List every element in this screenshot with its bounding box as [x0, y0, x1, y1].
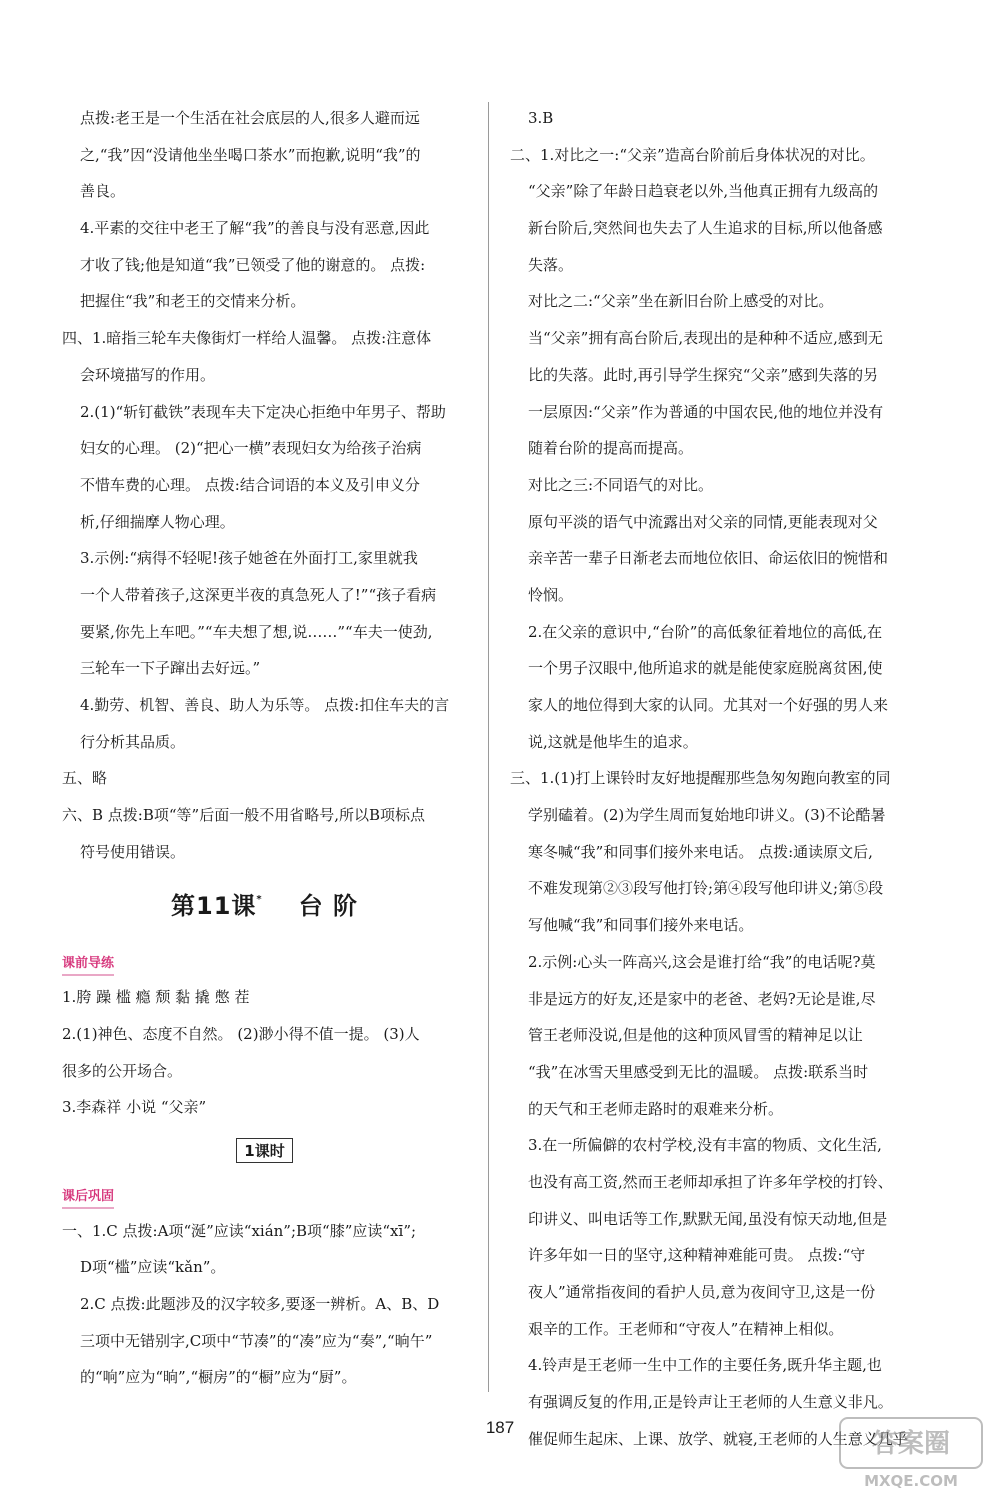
right-column	[510, 100, 915, 1457]
text-line: 2.(1)“斩钉截铁”表现车夫下定决心拒绝中年男子、帮助	[80, 402, 446, 421]
text-line: 失落。	[528, 255, 574, 274]
text-line: 对比之三:不同语气的对比。	[528, 475, 714, 494]
text-line: 二、1.对比之一:“父亲”造高台阶前后身体状况的对比。	[510, 145, 875, 164]
text-line: 艰辛的工作。王老师和“守夜人”在精神上相似。	[528, 1319, 844, 1338]
lesson-title	[62, 876, 467, 936]
text-line: 析,仔细揣摩人物心理。	[80, 512, 235, 531]
text-line: 许多年如一日的坚守,这种精神难能可贵。 点拨:“守	[528, 1246, 866, 1265]
text-line: 非是远方的好友,还是家中的老爸、老妈?无论是谁,尽	[528, 989, 876, 1008]
text-line: 妇女的心理。 (2)“把心一横”表现妇女为给孩子治病	[80, 439, 422, 458]
text-line: 3.B	[528, 109, 554, 127]
text-line: 怜悯。	[528, 585, 574, 604]
period-label: 1课时	[236, 1138, 292, 1163]
left-answer-block-1	[62, 100, 467, 870]
watermark-logo	[836, 1414, 986, 1494]
text-line: 亲辛苦一辈子日渐老去而地位依旧、命运依旧的惋惜和	[528, 549, 889, 568]
lesson-star: *	[256, 894, 263, 906]
text-line: 善良。	[80, 182, 126, 201]
text-line: 学别磕着。(2)为学生周而复始地印讲义。(3)不论酷暑	[528, 806, 886, 825]
text-line: 会环境描写的作用。	[80, 365, 216, 384]
text-line: 夜人”通常指夜间的看护人员,意为夜间守卫,这是一份	[528, 1283, 876, 1301]
left-answer-block-2	[62, 979, 467, 1126]
text-line: 催促师生起床、上课、放学、就寝,王老师的人生意义几乎	[528, 1429, 908, 1448]
text-line: 一个男子汉眼中,他所追求的就是能使家庭脱离贫困,使	[528, 659, 883, 678]
text-line: “我”在冰雪天里感受到无比的温暖。 点拨:联系当时	[528, 1062, 869, 1081]
text-line: 六、B 点拨:B项“等”后面一般不用省略号,所以B项标点	[62, 806, 425, 825]
watermark-graphic	[836, 1414, 986, 1494]
text-line: 家人的地位得到大家的认同。尤其对一个好强的男人来	[528, 696, 889, 714]
text-line: 的天气和王老师走路时的艰难来分析。	[528, 1099, 784, 1118]
lesson-number: 第11课	[171, 892, 257, 921]
text-line: 三项中无错别字,C项中“节凑”的“凑”应为“奏”,“晌午”	[80, 1331, 433, 1350]
text-line: 才收了钱;他是知道“我”已领受了他的谢意的。 点拨:	[80, 255, 426, 274]
text-line: 随着台阶的提高而提高。	[528, 439, 694, 458]
text-line: 新台阶后,突然间也失去了人生追求的目标,所以他备感	[528, 219, 883, 238]
text-line: 寒冬喊“我”和同事们接外来电话。 点拨:通读原文后,	[528, 842, 873, 861]
text-line: 行分析其品质。	[80, 732, 186, 751]
text-line: 印讲义、叫电话等工作,默默无闻,虽没有惊天动地,但是	[528, 1209, 888, 1228]
text-line: 有强调反复的作用,正是铃声让王老师的人生意义非凡。	[528, 1393, 893, 1412]
text-line: 2.在父亲的意识中,“台阶”的高低象征着地位的高低,在	[528, 622, 883, 641]
text-line: 不难发现第②③段写他打铃;第④段写他印讲义;第⑤段	[528, 879, 884, 898]
right-answer-block	[510, 100, 915, 1457]
text-line: 写他喊“我”和同事们接外来电话。	[528, 916, 754, 935]
text-line: 不惜车费的心理。 点拨:结合词语的本义及引申义分	[80, 475, 420, 494]
text-line: 三轮车一下子蹿出去好远。”	[80, 659, 261, 678]
text-line: 3.示例:“病得不轻呢!孩子她爸在外面打工,家里就我	[80, 549, 418, 568]
text-line: 管王老师没说,但是他的这种顶风冒雪的精神足以让	[528, 1026, 863, 1045]
text-line: 也没有高工资,然而王老师却承担了许多年学校的打铃、	[528, 1172, 893, 1191]
text-line: 原句平淡的语气中流露出对父亲的同情,更能表现对父	[528, 512, 878, 531]
text-line: 当“父亲”拥有高台阶后,表现出的是种种不适应,感到无	[528, 329, 883, 348]
text-line: 很多的公开场合。	[62, 1061, 183, 1080]
text-line: 4.勤劳、机智、善良、助人为乐等。 点拨:扣住车夫的言	[80, 696, 450, 714]
text-line: 点拨:老王是一个生活在社会底层的人,很多人避而远	[80, 109, 420, 127]
text-line: 4.铃声是王老师一生中工作的主要任务,既升华主题,也	[528, 1356, 882, 1375]
text-line: 4.平素的交往中老王了解“我”的善良与没有恶意,因此	[80, 219, 430, 238]
lesson-name: 台 阶	[298, 892, 358, 921]
text-line: 把握住“我”和老王的交情来分析。	[80, 292, 306, 311]
text-line: 三、1.(1)打上课铃时友好地提醒那些急匆匆跑向教室的同	[510, 769, 891, 788]
text-line: 2.C 点拨:此题涉及的汉字较多,要逐一辨析。A、B、D	[80, 1294, 440, 1313]
section-label-post: 课后巩固	[62, 1187, 114, 1209]
text-line: 一、1.C 点拨:A项“涎”应读“xián”;B项“膝”应读“xī”;	[62, 1221, 417, 1240]
page-number: 187	[485, 1418, 515, 1437]
left-column	[62, 100, 467, 1396]
text-line: 符号使用错误。	[80, 842, 186, 861]
text-line: 一层原因:“父亲”作为普通的中国农民,他的地位并没有	[528, 402, 884, 421]
text-line: 四、1.暗指三轮车夫像街灯一样给人温馨。 点拨:注意体	[62, 329, 432, 348]
text-line: 的“响”应为“晌”,“橱房”的“橱”应为“厨”。	[80, 1368, 357, 1387]
text-line: D项“槛”应读“kǎn”。	[80, 1258, 226, 1277]
text-line: 比的失落。此时,再引导学生探究“父亲”感到失落的另	[528, 365, 879, 384]
column-divider	[488, 102, 489, 1392]
text-line: 要紧,你先上车吧。”“车夫想了想,说……”“车夫一使劲,	[80, 622, 433, 641]
text-line: 3.在一所偏僻的农村学校,没有丰富的物质、文化生活,	[528, 1136, 882, 1155]
text-line: 2.(1)神色、态度不自然。 (2)渺小得不值一提。 (3)人	[62, 1024, 420, 1043]
left-answer-block-3	[62, 1213, 467, 1396]
section-label-pre: 课前导练	[62, 954, 114, 976]
svg-text:答案圈: 答案圈	[871, 1429, 951, 1459]
text-line: 说,这就是他毕生的追求。	[528, 732, 698, 751]
text-line: 1.胯 躁 槛 瘾 颓 黏 撬 憋 茬	[62, 988, 250, 1007]
text-line: 之,“我”因“没请他坐坐喝口茶水”而抱歉,说明“我”的	[80, 145, 421, 164]
text-line: “父亲”除了年龄日趋衰老以外,当他真正拥有九级高的	[528, 182, 879, 201]
svg-text:MXQE.COM: MXQE.COM	[864, 1472, 958, 1490]
text-line: 五、略	[62, 769, 108, 788]
text-line: 2.示例:心头一阵高兴,这会是谁打给“我”的电话呢?莫	[528, 952, 876, 971]
text-line: 对比之二:“父亲”坐在新旧台阶上感受的对比。	[528, 292, 834, 311]
text-line: 一个人带着孩子,这深更半夜的真急死人了!”“孩子看病	[80, 585, 437, 604]
text-line: 3.李森祥 小说 “父亲”	[62, 1098, 207, 1117]
